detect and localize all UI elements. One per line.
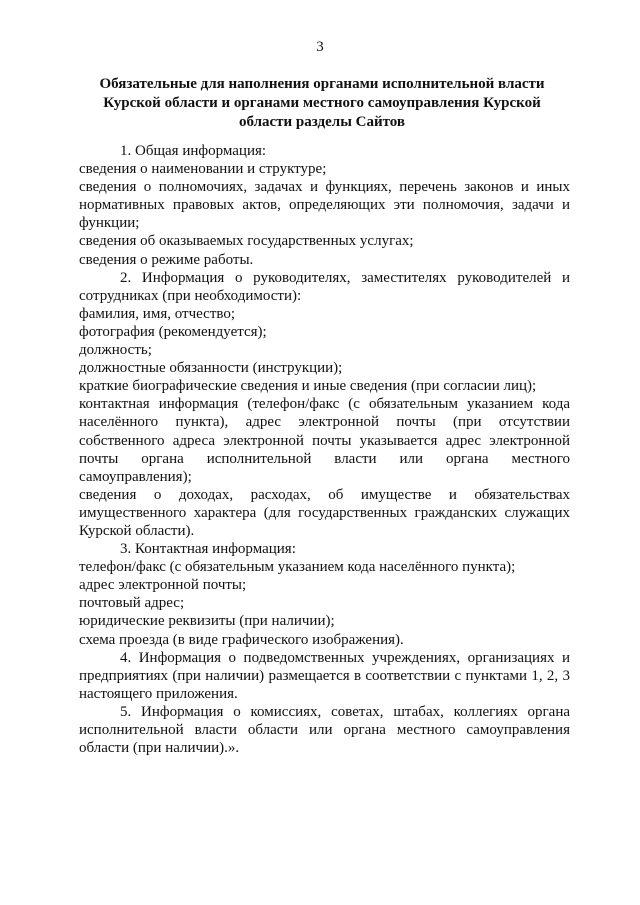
section-heading: Обязательные для наполнения органами исполнительной власти Курской области и органами местного самоуправления Курской области разделы Сайтов xyxy=(99,76,545,130)
list-item: должность; xyxy=(79,342,152,359)
section-5-paragraph: 5. Информация о комиссиях, советах, штабах, коллегиях органа исполнительной власти области или органа местного самоуправления области (при наличии).». xyxy=(79,703,570,757)
section-2-title: 2. Информация о руководителях, заместителях руководителей и сотрудниках (при необходимости): xyxy=(79,269,570,304)
section-3-title: 3. Контактная информация: xyxy=(120,541,296,558)
page-number: 3 xyxy=(316,39,324,55)
list-item: краткие биографические сведения и иные сведения (при согласии лиц); xyxy=(79,378,537,395)
list-item: фамилия, имя, отчество; xyxy=(79,305,236,322)
list-item: юридические реквизиты (при наличии); xyxy=(79,613,335,630)
list-item: контактная информация (телефон/факс (с обязательным указанием кода населённого пункта), адрес электронной почты (при отсутствии собственного адреса электронной почты указывается адрес электронной почты органа исполнительной власти или органа местного самоуправления); xyxy=(79,396,570,485)
section-1-title: 1. Общая информация: xyxy=(120,143,267,159)
list-item: телефон/факс (с обязательным указанием кода населённого пункта); xyxy=(79,559,516,576)
document-body xyxy=(79,142,570,757)
list-item: почтовый адрес; xyxy=(79,595,185,612)
list-item: фотография (рекомендуется); xyxy=(79,323,267,340)
list-item: схема проезда (в виде графического изображения). xyxy=(79,631,404,648)
list-item: должностные обязанности (инструкции); xyxy=(79,360,343,377)
list-item: адрес электронной почты; xyxy=(79,577,247,594)
section-4-paragraph: 4. Информация о подведомственных учреждениях, организациях и предприятиях (при наличии) размещается в соответствии с пунктами 1, 2, 3 настоящего приложения. xyxy=(79,649,570,702)
list-item: сведения о режиме работы. xyxy=(79,251,254,268)
list-item: сведения о доходах, расходах, об имуществе и обязательствах имущественного характера (для государственных гражданских служащих Курской области). xyxy=(79,486,570,539)
list-item: сведения об оказываемых государственных услугах; xyxy=(79,233,414,250)
list-item: сведения о наименовании и структуре; xyxy=(79,161,327,178)
list-item: сведения о полномочиях, задачах и функциях, перечень законов и иных нормативных правовых актов, определяющих эти полномочия, задачи и функции; xyxy=(79,179,570,232)
